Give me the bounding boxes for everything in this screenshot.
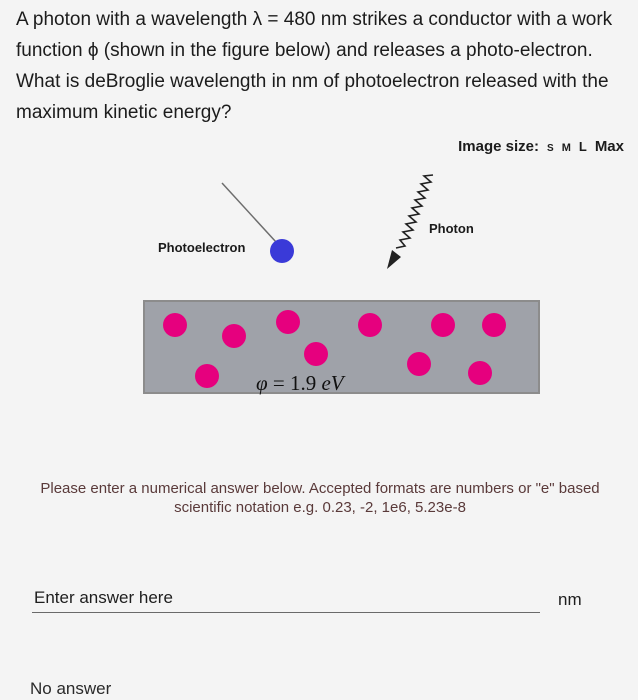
answer-input[interactable]: [32, 584, 540, 613]
image-size-label: Image size:: [458, 138, 540, 155]
image-size-max-button[interactable]: Max: [594, 138, 624, 155]
photon-label: Photon: [429, 221, 474, 236]
answer-instructions: Please enter a numerical answer below. Accepted formats are numbers or "e" based scientific notation e.g. 0.23, -2, 1e6, 5.23e-8: [40, 480, 600, 516]
electron: [407, 352, 431, 376]
answer-status: No answer: [30, 679, 112, 698]
image-size-medium-button[interactable]: M: [561, 142, 571, 154]
electron: [431, 313, 455, 337]
electron: [304, 342, 328, 366]
electron: [222, 324, 246, 348]
photoelectron-label: Photoelectron: [158, 240, 246, 255]
electron: [358, 313, 382, 337]
work-function-symbol: φ: [256, 371, 268, 395]
question-text: A photon with a wavelength λ = 480 nm strikes a conductor with a work function ϕ (shown in the figure below) and releases a photo-electron. What is deBroglie wavelength in nm of photoelectron released with the maximum kinetic energy?: [16, 9, 613, 123]
answer-row: [32, 584, 602, 616]
electron: [276, 310, 300, 334]
image-size-selector: [458, 138, 624, 155]
answer-unit: nm: [558, 590, 582, 609]
electron: [468, 361, 492, 385]
photoelectric-figure: [0, 170, 638, 430]
photon-wave: [396, 175, 433, 248]
electron: [163, 313, 187, 337]
electron: [482, 313, 506, 337]
photon-arrowhead: [387, 250, 401, 269]
photoelectron-path: [222, 183, 276, 242]
work-function-unit: eV: [321, 371, 344, 395]
photoelectron-dot: [270, 239, 294, 263]
work-function-value: = 1.9: [267, 371, 322, 395]
image-size-small-button[interactable]: S: [547, 143, 554, 154]
work-function-label: [256, 371, 344, 396]
image-size-large-button[interactable]: L: [578, 139, 587, 154]
electron: [195, 364, 219, 388]
